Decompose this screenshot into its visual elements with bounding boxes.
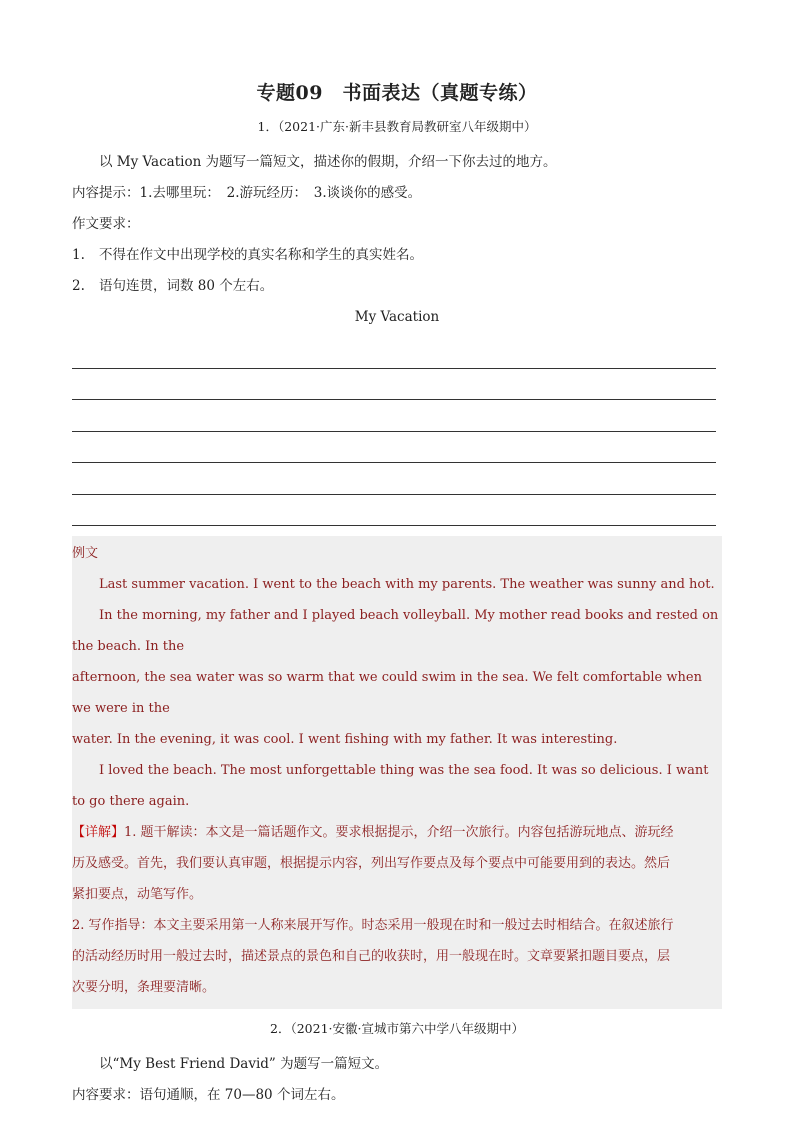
requirement-text: 语句连贯，词数 80 个左右。 [99, 278, 274, 294]
detail-line-3: 紧扣要点，动笔写作。 [72, 887, 203, 902]
writing-line[interactable] [72, 463, 716, 495]
requirement-text: 不得在作文中出现学校的真实名称和学生的真实姓名。 [99, 247, 423, 263]
writing-line[interactable] [72, 495, 716, 527]
question-2-header: 2．（2021·安徽·宣城市第六中学八年级期中） [270, 1021, 524, 1036]
sample-paragraph-3: I loved the beach. The most unforgettable thing was the sea food. It was so delicious. I want to go there again. [72, 763, 709, 809]
writing-line[interactable] [72, 337, 716, 369]
writing-line[interactable] [72, 369, 716, 401]
writing-line[interactable] [72, 400, 716, 432]
sample-paragraph-2-line-2: afternoon, the sea water was so warm that we could swim in the sea. We felt comfortable when we were in the [72, 670, 702, 716]
guide-line-1: 2. 写作指导：本文主要采用第一人称来展开写作。时态采用一般现在时和一般过去时相结合。在叙述旅行 [72, 918, 674, 933]
essay-title: My Vacation [354, 309, 440, 325]
writing-lines [72, 337, 722, 526]
question-1-header: 1．（2021·广东·新丰县教育局教研室八年级期中） [257, 119, 537, 134]
requirement-number: 2. [72, 278, 85, 294]
sample-paragraph-2-line-3: water. In the evening, it was cool. I went fishing with my father. It was interesting. [72, 732, 618, 747]
question-1-requirements-label: 作文要求： [72, 216, 140, 232]
guide-line-2: 的活动经历时用一般过去时，描述景点的景色和自己的收获时，用一般现在时。文章要紧扣题目要点，层 [72, 949, 671, 964]
detail-line-2: 历及感受。首先，我们要认真审题，根据提示内容，列出写作要点及每个要点中可能要用到的表达。然后 [72, 856, 671, 871]
question-1-hints: 内容提示：1.去哪里玩： 2.游玩经历： 3.谈谈你的感受。 [72, 185, 422, 201]
writing-line[interactable] [72, 432, 716, 464]
guide-line-3: 次要分明，条理要清晰。 [72, 980, 216, 995]
detail-text: 1. 题干解读：本文是一篇话题作文。要求根据提示，介绍一次旅行。内容包括游玩地点、游玩经 [124, 825, 674, 840]
detail-tag: 【详解】 [72, 825, 125, 840]
question-2-prompt: 以“My Best Friend David” 为题写一篇短文。 [99, 1056, 389, 1072]
document-page [72, 78, 722, 1111]
page-title: 专题09 书面表达（真题专练） [256, 82, 538, 104]
sample-paragraph-2-line-1: In the morning, my father and I played beach volleyball. My mother read books and rested on the beach. In the [72, 608, 719, 654]
requirement-number: 1. [72, 247, 85, 263]
sample-paragraph-1: Last summer vacation. I went to the beach with my parents. The weather was sunny and hot. [99, 577, 715, 592]
answer-block [72, 536, 722, 1009]
question-2-content-requirement: 内容要求：语句通顺，在 70—80 个词左右。 [72, 1087, 345, 1103]
answer-label: 例文 [72, 546, 99, 561]
detail-line-1 [72, 817, 722, 848]
requirement-item-1 [72, 240, 722, 271]
question-1-prompt: 以 My Vacation 为题写一篇短文，描述你的假期，介绍一下你去过的地方。 [99, 154, 557, 170]
requirement-item-2 [72, 271, 722, 302]
